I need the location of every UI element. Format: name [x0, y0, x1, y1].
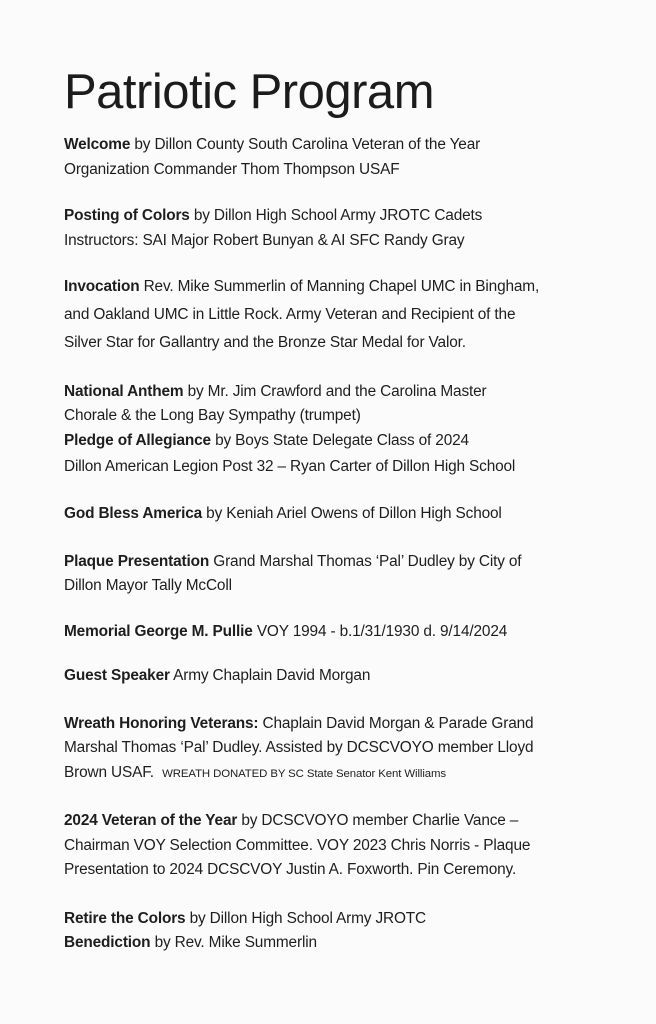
memorial-line	[64, 622, 507, 642]
wreath-line-2: Marshal Thomas ‘Pal’ Dudley. Assisted by DCSCVOYO member Lloyd	[64, 739, 534, 756]
posting-line-1	[64, 206, 482, 226]
voy-heading: 2024 Veteran of the Year	[64, 812, 238, 829]
wreath-donation-note: WREATH DONATED BY SC State Senator Kent Williams	[162, 768, 446, 780]
plaque-line-2: Dillon Mayor Tally McColl	[64, 577, 232, 594]
invocation-line-3: Silver Star for Gallantry and the Bronze Star Medal for Valor.	[64, 334, 466, 351]
voy-line-2: Chairman VOY Selection Committee. VOY 2023 Chris Norris - Plaque	[64, 837, 531, 854]
invocation-line-1	[64, 277, 539, 297]
invocation-heading: Invocation	[64, 278, 140, 295]
god-bless-heading: God Bless America	[64, 505, 203, 522]
voy-line-3: Presentation to 2024 DCSCVOY Justin A. Foxworth. Pin Ceremony.	[64, 861, 517, 878]
posting-line-2: Instructors: SAI Major Robert Bunyan & AI SFC Randy Gray	[64, 232, 465, 249]
welcome-text: by Dillon County South Carolina Veteran of the Year	[130, 136, 481, 153]
welcome-heading: Welcome	[64, 136, 131, 153]
pledge-text: by Boys State Delegate Class of 2024	[210, 432, 469, 449]
speaker-text: Army Chaplain David Morgan	[169, 667, 371, 684]
wreath-line-3	[64, 763, 446, 784]
welcome-line-2: Organization Commander Thom Thompson USAF	[64, 161, 400, 178]
wreath-heading: Wreath Honoring Veterans:	[64, 715, 259, 732]
anthem-line-1	[64, 382, 487, 402]
plaque-heading: Plaque Presentation	[64, 553, 210, 570]
pledge-heading: Pledge of Allegiance	[64, 432, 211, 449]
posting-heading: Posting of Colors	[64, 207, 190, 224]
retire-heading: Retire the Colors	[64, 910, 186, 927]
retire-line	[64, 909, 426, 929]
voy-text: by DCSCVOYO member Charlie Vance –	[237, 812, 519, 829]
benediction-text: by Rev. Mike Summerlin	[150, 934, 317, 951]
benediction-heading: Benediction	[64, 934, 151, 951]
wreath-text: Chaplain David Morgan & Parade Grand	[258, 715, 534, 732]
god-bless-line	[64, 504, 502, 524]
invocation-line-2: and Oakland UMC in Little Rock. Army Veteran and Recipient of the	[64, 306, 516, 323]
welcome-line-1	[64, 135, 480, 155]
memorial-text: VOY 1994 - b.1/31/1930 d. 9/14/2024	[252, 623, 508, 640]
pledge-line-2: Dillon American Legion Post 32 – Ryan Carter of Dillon High School	[64, 458, 516, 475]
plaque-text: Grand Marshal Thomas ‘Pal’ Dudley by City of	[209, 553, 522, 570]
pledge-line-1	[64, 431, 469, 451]
retire-text: by Dillon High School Army JROTC	[185, 910, 426, 927]
anthem-heading: National Anthem	[64, 383, 184, 400]
anthem-text: by Mr. Jim Crawford and the Carolina Master	[183, 383, 487, 400]
invocation-text: Rev. Mike Summerlin of Manning Chapel UMC in Bingham,	[139, 278, 540, 295]
voy-line-1	[64, 811, 518, 831]
god-bless-text: by Keniah Ariel Owens of Dillon High School	[202, 505, 502, 522]
anthem-line-2: Chorale & the Long Bay Sympathy (trumpet)	[64, 407, 361, 424]
speaker-line	[64, 666, 370, 686]
posting-text: by Dillon High School Army JROTC Cadets	[189, 207, 483, 224]
plaque-line-1	[64, 552, 521, 572]
speaker-heading: Guest Speaker	[64, 667, 170, 684]
memorial-heading: Memorial George M. Pullie	[64, 623, 253, 640]
wreath-line-1	[64, 714, 533, 734]
benediction-line	[64, 933, 317, 953]
page-title: Patriotic Program	[64, 65, 435, 119]
wreath-text-3: Brown USAF.	[64, 764, 154, 781]
